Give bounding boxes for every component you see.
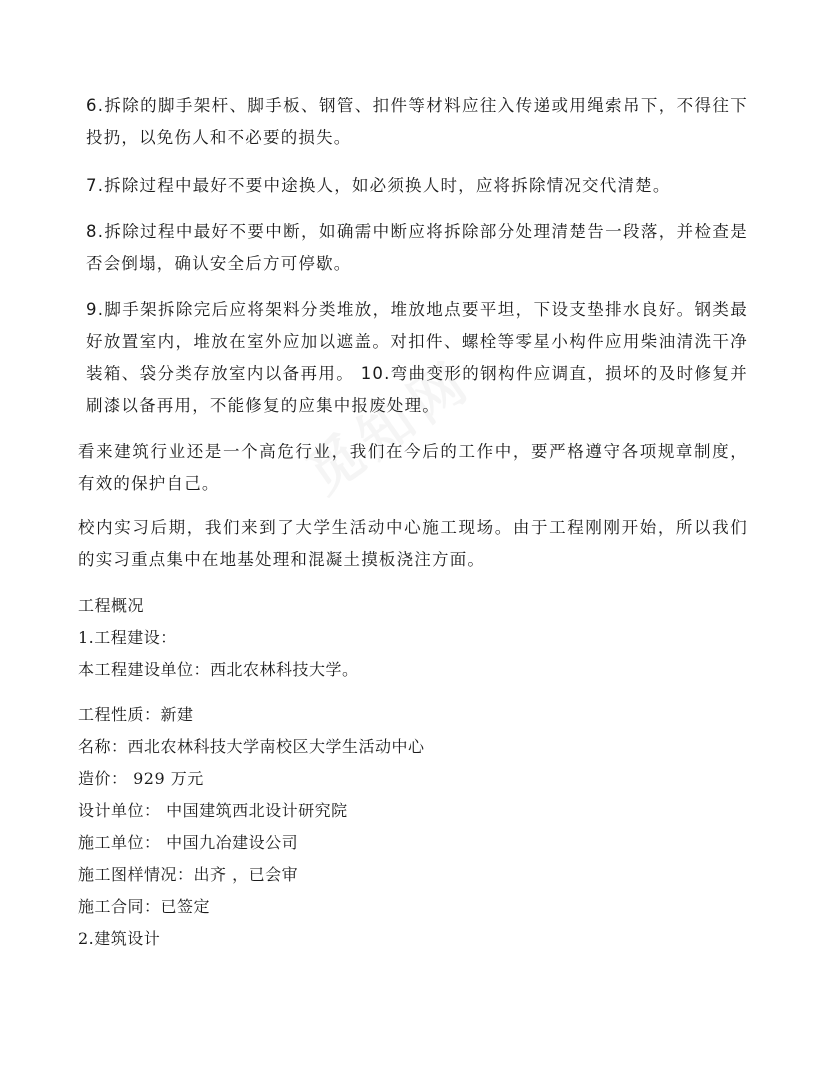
- contract-line: 施工合同：已签定: [78, 897, 211, 916]
- drawings-line: 施工图样情况：出齐 ，已会审: [78, 865, 299, 884]
- section-2-heading: 2.建筑设计: [78, 929, 161, 948]
- owner-line: 本工程建设单位：西北农林科技大学。: [78, 660, 359, 679]
- paragraph-site-internship: 校内实习后期，我们来到了大学生活动中心施工现场。由于工程刚刚开始，所以我们的实习重点集中在地基处理和混凝土摸板浇注方面。: [78, 518, 748, 569]
- paragraph-item-8: 8.拆除过程中最好不要中断，如确需中断应将拆除部分处理清楚告一段落，并检查是否会倒塌，确认安全后方可停歇。: [86, 222, 748, 273]
- section-1-heading: 1.工程建设：: [78, 628, 177, 647]
- paragraph-item-7: 7.拆除过程中最好不要中途换人，如必须换人时，应将拆除情况交代清楚。: [86, 176, 671, 195]
- designer-line: 设计单位： 中国建筑西北设计研究院: [78, 801, 348, 820]
- paragraph-summary: 看来建筑行业还是一个高危行业，我们在今后的工作中，要严格遵守各项规章制度，有效的保护自己。: [78, 442, 748, 493]
- name-line: 名称：西北农林科技大学南校区大学生活动中心: [78, 737, 425, 756]
- nature-line: 工程性质：新建: [78, 705, 194, 724]
- paragraph-item-9-10: 9.脚手架拆除完后应将架料分类堆放，堆放地点要平坦，下设支垫排水良好。钢类最好放置室内，堆放在室外应加以遮盖。对扣件、螺栓等零星小构件应用柴油清洗干净装箱、袋分类存放室内以备再用。 10.弯曲变形的钢构件应调直，损坏的及时修复并刷漆以备再用，不能修复的应集中报废处理。: [86, 300, 748, 415]
- paragraph-item-6: 6.拆除的脚手架杆、脚手板、钢管、扣件等材料应往入传递或用绳索吊下，不得往下投扔，以免伤人和不必要的损失。: [86, 96, 748, 147]
- contractor-line: 施工单位： 中国九冶建设公司: [78, 833, 299, 852]
- cost-line: 造价： 929 万元: [78, 769, 204, 788]
- overview-heading: 工程概况: [78, 596, 145, 615]
